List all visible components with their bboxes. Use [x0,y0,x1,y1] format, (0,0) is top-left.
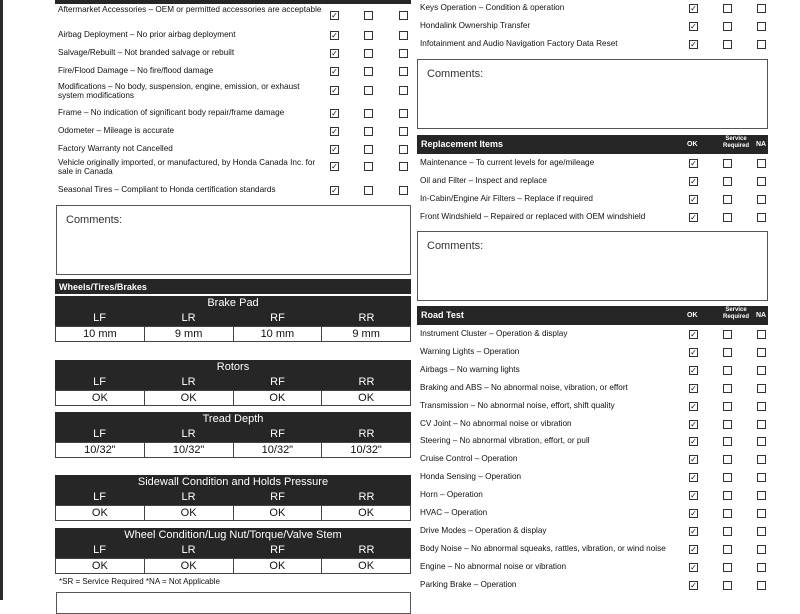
checkbox-na[interactable] [757,384,766,393]
right-comments-box-1[interactable] [417,59,768,129]
table-value-cell[interactable]: OK [358,560,375,572]
checkbox-ok[interactable]: ✓ [690,383,697,393]
checkbox-service-required[interactable] [723,437,732,446]
checkbox-ok[interactable]: ✓ [690,419,697,429]
tread-depth-table [55,412,411,458]
checkbox-na[interactable] [757,581,766,590]
checklist-item-text: Keys Operation – Condition & operation [420,3,565,12]
checklist-item-text: Body Noise – No abnormal squeaks, rattles, vibration, or wind noise [420,543,666,553]
checkbox-ok[interactable]: ✓ [690,195,697,204]
checkbox-service-required[interactable] [364,49,373,58]
checkbox-service-required[interactable] [723,473,732,482]
checkbox-service-required[interactable] [723,420,732,429]
checkbox-na[interactable] [757,420,766,429]
checklist-item-text: Factory Warranty not Cancelled [58,144,173,153]
table-value-cell[interactable]: OK [145,391,234,405]
table-header-cell: LR [181,544,196,556]
table-value-cell[interactable]: 10 mm [56,327,145,341]
checkbox-ok[interactable]: ✓ [331,11,338,20]
table-header-cell: LF [93,312,106,324]
table-header-cell: LF [93,428,106,440]
checkbox-service-required[interactable] [723,545,732,554]
checkbox-na[interactable] [399,11,408,20]
road-test-title: Road Test [421,310,464,320]
sidewall-table [55,475,411,521]
checkbox-ok[interactable]: ✓ [331,162,338,171]
checkbox-service-required[interactable] [364,67,373,76]
table-header-row [55,375,411,390]
table-header-row [55,311,411,326]
checkbox-service-required[interactable] [723,4,732,13]
table-header-cell: LF [93,376,106,388]
checkbox-service-required[interactable] [723,330,732,339]
checkbox-ok[interactable]: ✓ [331,49,338,58]
checklist-item-text: Braking and ABS – No abnormal noise, vibration, or effort [420,382,628,392]
left-comments-box[interactable] [56,205,411,275]
checkbox-na[interactable] [757,402,766,411]
col-na-label: NA [756,141,767,148]
checkbox-na[interactable] [399,31,408,40]
table-header-cell: RF [270,428,285,440]
table-value-cell[interactable]: OK [56,506,145,520]
col-na-label: NA [756,312,767,319]
left-edge-bar [0,0,3,600]
checklist-item-text: Engine – No abnormal noise or vibration [420,561,567,571]
table-value-row [55,442,411,458]
col-service-required-label: Service Required [722,307,749,320]
table-header-cell: RR [358,312,375,324]
table-value-cell[interactable]: 10 mm [234,327,323,341]
table-value-cell[interactable]: 9 mm [145,327,234,341]
checkbox-ok[interactable]: ✓ [690,330,697,339]
table-header-cell: LR [181,376,196,388]
checkbox-service-required[interactable] [364,186,373,195]
checkbox-na[interactable] [757,213,766,222]
checkbox-service-required[interactable] [723,491,732,500]
checkbox-service-required[interactable] [364,145,373,154]
checkbox-service-required[interactable] [364,127,373,136]
checkbox-service-required[interactable] [723,384,732,393]
replacement-items-header [417,135,768,154]
left-top-header-bar [55,0,411,4]
comments-label: Comments: [427,68,484,80]
checkbox-na[interactable] [757,330,766,339]
checkbox-ok[interactable]: ✓ [331,67,338,76]
table-title: Brake Pad [55,296,411,311]
checkbox-na[interactable] [399,109,408,118]
comments-label: Comments: [66,214,123,226]
checkbox-service-required[interactable] [723,402,732,411]
checklist-item-text: Cruise Control – Operation [420,454,518,464]
checkbox-service-required[interactable] [364,86,373,95]
checkbox-na[interactable] [757,22,766,31]
checkbox-service-required[interactable] [723,348,732,357]
road-test-header [417,306,768,325]
checklist-item-text: CV Joint – No abnormal noise or vibration [420,418,572,428]
table-value-cell[interactable]: OK [358,392,375,404]
table-value-cell[interactable]: 10/32" [350,444,382,456]
checkbox-ok[interactable]: ✓ [331,186,338,195]
checkbox-na[interactable] [757,40,766,49]
checkbox-service-required[interactable] [364,31,373,40]
table-header-cell: RR [358,428,375,440]
checklist-item-text: Horn – Operation [420,490,483,500]
checklist-item-text: Parking Brake – Operation [420,579,517,589]
table-header-cell: RF [270,312,285,324]
checkbox-na[interactable] [399,49,408,58]
checkbox-na[interactable] [757,545,766,554]
checkbox-ok[interactable]: ✓ [690,4,697,13]
table-value-cell[interactable]: OK [145,559,234,573]
col-service-required-label: Service Required [722,136,749,149]
table-header-cell: LR [181,428,196,440]
checklist-item-text: Vehicle originally imported, or manufactured, by Honda Canada Inc. for sale in Canada [58,158,316,177]
wheels-section-title: Wheels/Tires/Brakes [59,282,147,292]
checkbox-service-required[interactable] [364,11,373,20]
table-title: Sidewall Condition and Holds Pressure [55,475,411,490]
checkbox-na[interactable] [399,186,408,195]
checkbox-na[interactable] [399,145,408,154]
checkbox-ok[interactable]: ✓ [690,437,697,447]
checklist-item-text: Odometer – Mileage is accurate [58,126,175,135]
checkbox-service-required[interactable] [723,455,732,464]
checklist-item-text: Instrument Cluster – Operation & display [420,329,568,338]
table-value-row [55,390,411,406]
wheels-section-header [55,279,411,294]
brake-pad-table [55,296,411,342]
table-title: Rotors [55,360,411,375]
checklist-item-text: Drive Modes – Operation & display [420,525,547,535]
checkbox-ok[interactable]: ✓ [331,145,338,154]
checklist-item-text: Infotainment and Audio Navigation Factory Data Reset [420,39,618,48]
checklist-item-text: Front Windshield – Repaired or replaced with OEM windshield [420,212,646,221]
checkbox-na[interactable] [757,473,766,482]
checkbox-ok[interactable]: ✓ [331,109,338,118]
table-value-cell[interactable]: OK [234,559,323,573]
checkbox-service-required[interactable] [364,109,373,118]
checkbox-na[interactable] [757,195,766,204]
checkbox-na[interactable] [757,527,766,536]
checkbox-service-required[interactable] [723,213,732,222]
table-value-cell[interactable]: 10/32" [145,443,234,457]
col-ok-label: OK [687,312,698,319]
checkbox-ok[interactable]: ✓ [331,86,338,95]
table-header-row [55,543,411,558]
table-value-row [55,558,411,574]
checkbox-na[interactable] [399,86,408,95]
checkbox-na[interactable] [757,491,766,500]
checkbox-na[interactable] [757,455,766,464]
table-value-cell[interactable]: 9 mm [352,328,380,340]
checklist-item-text: Airbags – No warning lights [420,364,520,374]
checklist-item-text: Hondalink Ownership Transfer [420,21,531,30]
wheel-condition-table [55,528,411,574]
checkbox-ok[interactable]: ✓ [690,473,697,483]
checkbox-ok[interactable]: ✓ [690,526,697,536]
checkbox-ok[interactable]: ✓ [690,177,697,186]
col-ok-label: OK [687,141,698,148]
checklist-item-text: Salvage/Rebuilt – Not branded salvage or rebuilt [58,48,235,57]
checkbox-ok[interactable]: ✓ [690,491,697,501]
checkbox-ok[interactable]: ✓ [690,401,697,411]
checklist-item-text: HVAC – Operation [420,508,488,517]
checkbox-ok[interactable]: ✓ [331,31,338,40]
checklist-item-text: Warning Lights – Operation [420,346,520,356]
checkbox-na[interactable] [757,366,766,375]
checkbox-ok[interactable]: ✓ [690,22,697,31]
checklist-item-text: Seasonal Tires – Compliant to Honda certification standards [58,185,276,194]
checkbox-na[interactable] [399,67,408,76]
checkbox-service-required[interactable] [723,563,732,572]
checkbox-na[interactable] [757,509,766,518]
checkbox-ok[interactable]: ✓ [690,580,697,590]
checkbox-na[interactable] [757,437,766,446]
checklist-item-text: Oil and Filter – Inspect and replace [420,176,547,185]
table-value-cell[interactable]: OK [56,391,145,405]
checkbox-na[interactable] [399,127,408,136]
right-comments-box-2[interactable] [417,231,768,301]
checkbox-service-required[interactable] [364,162,373,171]
checkbox-service-required[interactable] [723,22,732,31]
checkbox-service-required[interactable] [723,509,732,518]
table-header-cell: LF [93,491,106,503]
checkbox-ok[interactable]: ✓ [690,544,697,554]
table-value-cell[interactable]: OK [145,506,234,520]
checkbox-ok[interactable]: ✓ [690,40,697,49]
comments-label: Comments: [427,240,484,252]
checklist-item-text: Frame – No indication of significant body repair/frame damage [58,108,285,117]
checkbox-na[interactable] [757,348,766,357]
table-value-row [55,505,411,521]
checkbox-ok[interactable]: ✓ [690,213,697,222]
checkbox-service-required[interactable] [723,366,732,375]
checkbox-ok[interactable]: ✓ [690,365,697,375]
replacement-items-title: Replacement Items [421,139,504,149]
checkbox-service-required[interactable] [723,177,732,186]
checkbox-ok[interactable]: ✓ [690,455,697,465]
checklist-item-text: Maintenance – To current levels for age/mileage [420,158,595,167]
checkbox-na[interactable] [757,159,766,168]
checklist-item-text: Steering – No abnormal vibration, effort, or pull [420,436,590,446]
table-value-cell[interactable]: OK [56,559,145,573]
table-header-cell: RR [358,544,375,556]
checkbox-ok[interactable]: ✓ [690,509,697,518]
table-header-cell: LR [181,312,196,324]
rotors-table [55,360,411,406]
checkbox-ok[interactable]: ✓ [331,127,338,136]
checkbox-na[interactable] [757,563,766,572]
checklist-item-text: In-Cabin/Engine Air Filters – Replace if required [420,194,593,203]
table-header-cell: LR [181,491,196,503]
table-value-cell[interactable]: 10/32" [56,443,145,457]
table-header-cell: RR [358,491,375,503]
checkbox-service-required[interactable] [723,581,732,590]
checkbox-ok[interactable]: ✓ [690,347,697,357]
table-value-cell[interactable]: 10/32" [234,443,323,457]
checkbox-na[interactable] [757,177,766,186]
table-header-cell: RF [270,491,285,503]
table-header-cell: RR [358,376,375,388]
table-value-cell[interactable]: OK [234,391,323,405]
table-header-cell: RF [270,376,285,388]
checklist-item-text: Modifications – No body, suspension, engine, emission, or exhaust system modifications [58,82,300,101]
checklist-item-text: Airbag Deployment – No prior airbag deployment [58,30,236,39]
table-value-cell[interactable]: OK [234,506,323,520]
checklist-item-text: Aftermarket Accessories – OEM or permitted accessories are acceptable [58,5,322,14]
checkbox-ok[interactable]: ✓ [690,159,697,168]
checklist-item-text: Honda Sensing – Operation [420,472,522,482]
table-header-row [55,490,411,505]
table-value-cell[interactable]: OK [358,507,375,519]
table-title: Wheel Condition/Lug Nut/Torque/Valve Stem [55,528,411,543]
checkbox-ok[interactable]: ✓ [690,562,697,572]
checkbox-service-required[interactable] [723,527,732,536]
table-header-cell: RF [270,544,285,556]
table-value-row [55,326,411,342]
checkbox-na[interactable] [399,162,408,171]
bottom-comments-box[interactable] [56,592,411,614]
checkbox-service-required[interactable] [723,195,732,204]
footnote: *SR = Service Required *NA = Not Applicable [59,577,220,586]
checkbox-na[interactable] [757,4,766,13]
checklist-item-text: Transmission – No abnormal noise, effort, shift quality [420,400,615,410]
table-header-row [55,427,411,442]
table-header-cell: LF [93,544,106,556]
table-title: Tread Depth [55,412,411,427]
checkbox-service-required[interactable] [723,40,732,49]
checkbox-service-required[interactable] [723,159,732,168]
checklist-item-text: Fire/Flood Damage – No fire/flood damage [58,66,214,75]
